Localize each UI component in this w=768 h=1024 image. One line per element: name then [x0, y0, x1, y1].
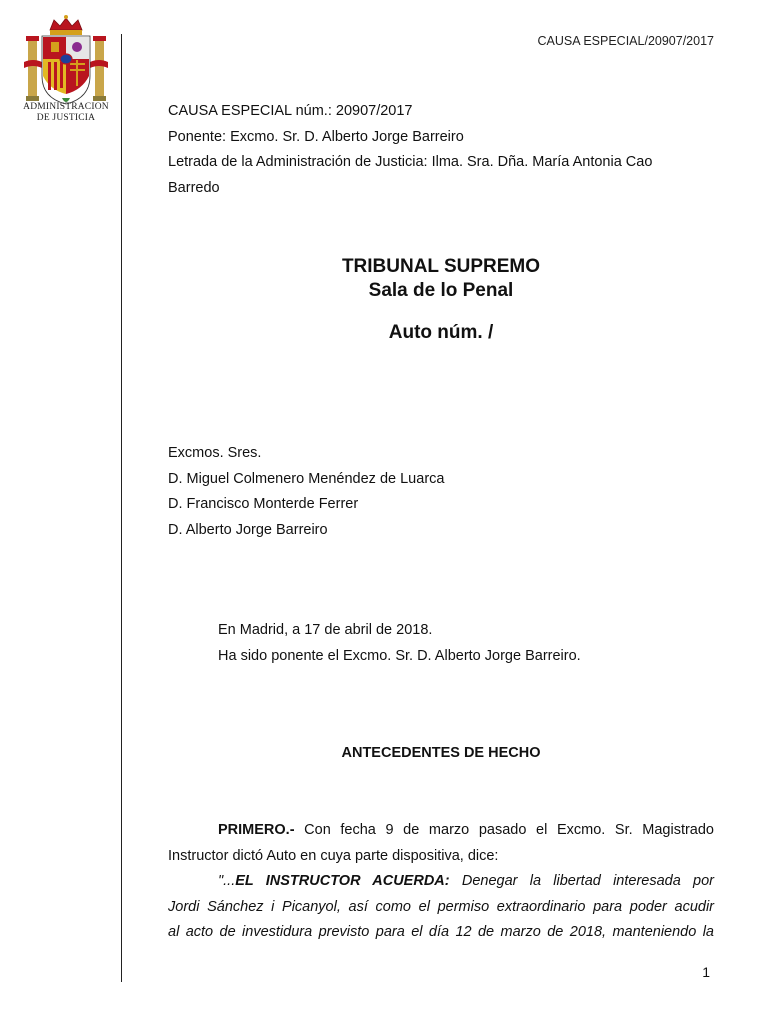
letrada-line-1: Letrada de la Administración de Justicia: Ilma. Sra. Dña. María Antonia Cao [168, 154, 653, 170]
quote-open: "... [218, 873, 236, 889]
date-line: En Madrid, a 17 de abril de 2018. [218, 622, 433, 638]
judges-heading: Excmos. Sres. [168, 445, 262, 461]
administracion-justicia-label [14, 102, 118, 124]
header-reference: CAUSA ESPECIAL/20907/2017 [537, 34, 714, 48]
paragraph-line-1 [168, 818, 714, 844]
body-paragraph [168, 818, 714, 946]
margin-rule [121, 34, 122, 982]
section-heading: ANTECEDENTES DE HECHO [341, 745, 541, 761]
judge-name: D. Miguel Colmenero Menéndez de Luarca [168, 470, 445, 487]
paragraph-line1-text: Con fecha 9 de marzo pasado el Excmo. Sr. Magistrado [294, 822, 714, 838]
quote-rest: Denegar la libertad interesada por [449, 873, 714, 889]
case-number: CAUSA ESPECIAL núm.: 20907/2017 [168, 103, 413, 119]
letrada-line-2: Barredo [168, 179, 220, 196]
judge-name: D. Francisco Monterde Ferrer [168, 496, 359, 512]
case-metadata [168, 99, 728, 201]
paragraph-lead: PRIMERO.- [218, 822, 295, 838]
logo-text-line2: DE JUSTICIA [36, 113, 96, 123]
chamber-title: Sala de lo Penal [368, 280, 514, 301]
judges-list [168, 441, 444, 543]
logo-text-line1: ADMINISTRACION [23, 102, 109, 112]
paragraph-line-2: Instructor dictó Auto en cuya parte dispositiva, dice: [168, 847, 499, 864]
judge-name: D. Alberto Jorge Barreiro [168, 521, 328, 538]
court-title: TRIBUNAL SUPREMO [341, 256, 541, 277]
quote-bold: EL INSTRUCTOR ACUERDA: [235, 873, 450, 889]
paragraph-line-5: al acto de investidura previsto para el día 12 de marzo de 2018, manteniendo la [168, 924, 714, 940]
coat-of-arms-logo [22, 14, 110, 106]
auto-title: Auto núm. / [388, 322, 494, 343]
paragraph-line-3 [168, 869, 714, 895]
paragraph-line-4: Jordi Sánchez i Picanyol, así como el permiso extraordinario para poder acudir [168, 898, 714, 915]
ponente-statement: Ha sido ponente el Excmo. Sr. D. Alberto Jorge Barreiro. [218, 647, 581, 664]
place-and-date [218, 618, 581, 669]
page-number: 1 [702, 964, 710, 980]
ponente-line: Ponente: Excmo. Sr. D. Alberto Jorge Barreiro [168, 128, 464, 145]
